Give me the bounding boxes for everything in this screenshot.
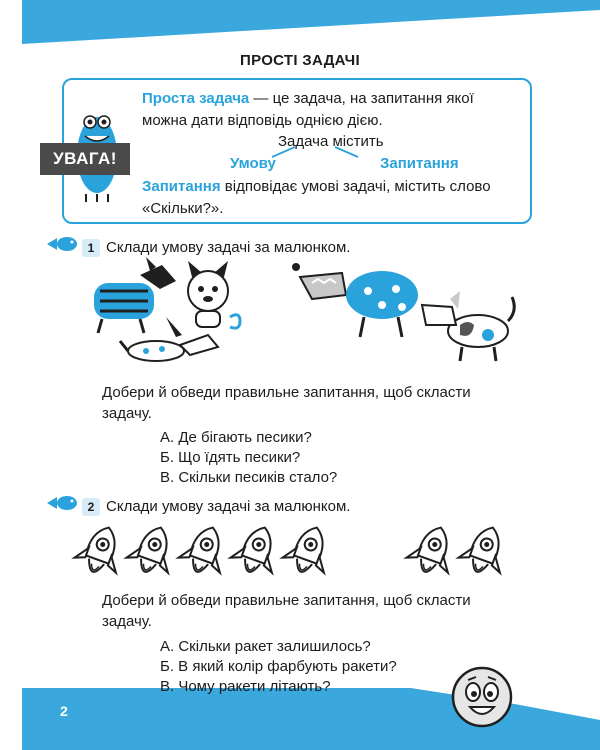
dog-spotted-icon xyxy=(422,291,514,361)
top-band xyxy=(0,0,600,45)
task1-option-a[interactable]: А. Де бігають песики? xyxy=(160,429,312,446)
rocket-icon xyxy=(228,520,285,579)
rule-definition xyxy=(142,88,522,110)
attention-label: УВАГА! xyxy=(40,143,130,175)
dog-big-icon xyxy=(292,263,418,337)
task2-option-b[interactable]: Б. В який колір фарбують ракети? xyxy=(160,658,397,675)
rule-term: Проста задача xyxy=(142,90,250,107)
rocket-icon xyxy=(176,520,233,579)
task1-instruction: Склади умову задачі за малюнком. xyxy=(106,239,351,256)
task2-option-c[interactable]: В. Чому ракети літають? xyxy=(160,678,331,695)
fish-icon xyxy=(45,491,79,515)
dog-striped-icon xyxy=(94,257,176,333)
dog-bulldog-icon xyxy=(188,261,228,327)
task2-instruction: Склади умову задачі за малюнком. xyxy=(106,498,351,515)
rocket-icon xyxy=(280,520,337,579)
rule-question: Запитання xyxy=(380,155,459,172)
rule-definition-rest: — це задача, на запитання якої xyxy=(249,90,474,107)
page-title: ПРОСТІ ЗАДАЧІ xyxy=(240,52,360,69)
smiley-face-icon xyxy=(450,665,514,729)
task1-number: 1 xyxy=(82,239,100,257)
task1-option-c[interactable]: В. Скільки песиків стало? xyxy=(160,469,338,486)
task2-choose-line2: задачу. xyxy=(102,613,152,630)
rule-definition-line2: можна дати відповідь однією дією. xyxy=(142,112,383,129)
rocket-icon xyxy=(72,520,129,579)
task1-choose-line2: задачу. xyxy=(102,405,152,422)
fish-icon xyxy=(45,232,79,256)
task2-number: 2 xyxy=(82,498,100,516)
page-number: 2 xyxy=(60,703,68,719)
task2-choose-line1: Добери й обведи правильне запитання, щоб скласти xyxy=(102,592,471,609)
rocket-icon xyxy=(124,520,181,579)
question-rest: відповідає умові задачі, містить слово xyxy=(220,178,491,195)
task1-option-b[interactable]: Б. Що їдять песики? xyxy=(160,449,301,466)
task1-choose-line1: Добери й обведи правильне запитання, щоб скласти xyxy=(102,384,471,401)
rule-contains: Задача містить xyxy=(278,133,384,150)
dogs-illustration xyxy=(80,255,520,375)
rocket-icon xyxy=(456,520,513,579)
rockets-illustration xyxy=(70,518,520,588)
task2-option-a[interactable]: А. Скільки ракет залишилось? xyxy=(160,638,371,655)
question-term: Запитання xyxy=(142,178,221,195)
rocket-icon xyxy=(404,520,461,579)
rule-condition: Умову xyxy=(230,155,276,172)
question-line2: «Скільки?». xyxy=(142,200,224,217)
